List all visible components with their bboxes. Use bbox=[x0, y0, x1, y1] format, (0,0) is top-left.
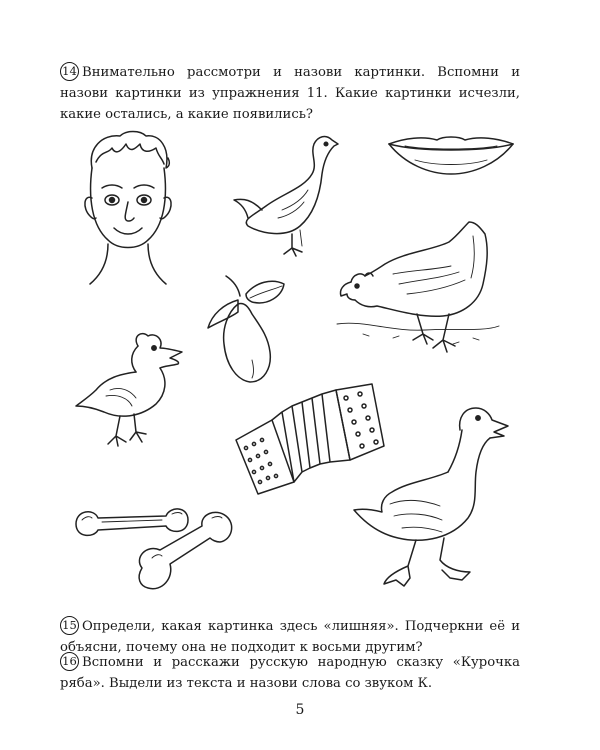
boy-face-picture bbox=[78, 128, 178, 288]
goose-picture bbox=[350, 400, 512, 598]
hen-picture bbox=[333, 214, 503, 376]
task-16 bbox=[60, 652, 520, 694]
task-number-16: 16 bbox=[60, 652, 79, 671]
lips-picture bbox=[385, 130, 517, 178]
task-16-text: Вспомни и расскажи русскую народную сказку «Курочка ряба». Выдели из текста и назови слова со звуком К. bbox=[60, 655, 520, 691]
dumbbells-picture bbox=[72, 502, 246, 598]
task-14-text: Внимательно рассмотри и назови картинки. Вспомни и назови картинки из упражнения 11. Какие картинки исчезли, какие остались, а какие появились? bbox=[60, 65, 520, 122]
dove-picture bbox=[222, 130, 342, 262]
task-number-15: 15 bbox=[60, 616, 79, 635]
page-number: 5 bbox=[295, 702, 305, 718]
task-14 bbox=[60, 62, 520, 125]
task-15-text: Определи, какая картинка здесь «лишняя». Подчеркни её и объясни, почему она не подходит к восьми другим? bbox=[60, 619, 520, 655]
pear-picture bbox=[202, 272, 290, 390]
task-number-14: 14 bbox=[60, 62, 79, 81]
chick-picture bbox=[72, 330, 190, 456]
